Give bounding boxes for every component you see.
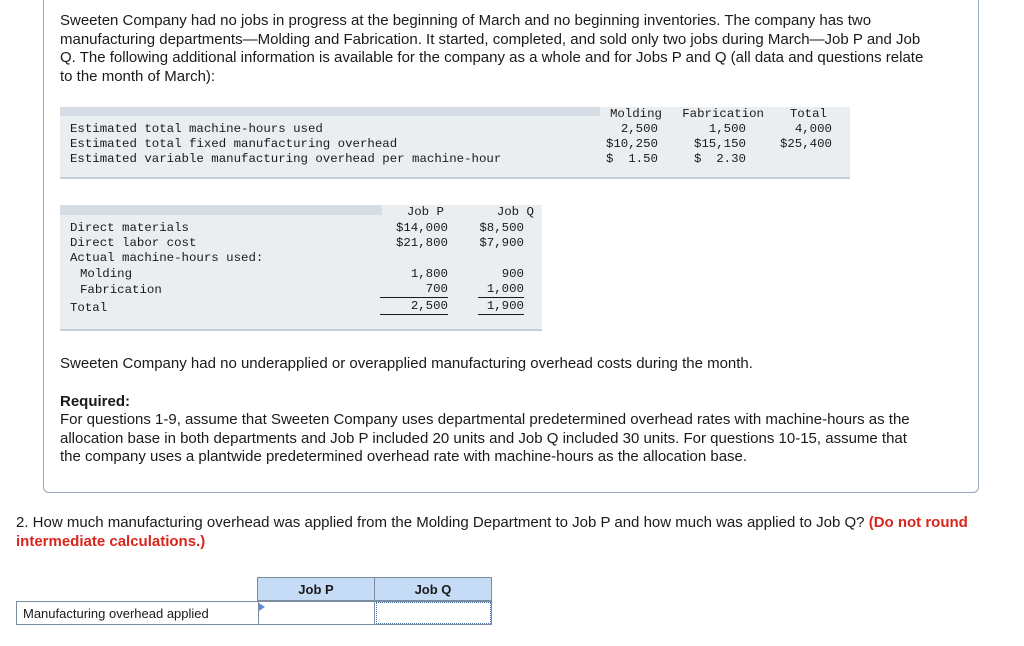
row-label-variable-overhead: Estimated variable manufacturing overhead per machine-hour	[70, 152, 502, 166]
molding-machine-hours: 2,500	[620, 122, 658, 136]
molding-variable-rate: $ 1.50	[605, 152, 658, 166]
col-header-total: Total	[789, 107, 827, 121]
answer-row-label: Manufacturing overhead applied	[23, 606, 209, 621]
question-hint: (Do not round intermediate calculations.)	[16, 514, 968, 550]
problem-intro: Sweeten Company had no jobs in progress at the beginning of March and no beginning inventories. The company has two manufacturing departments—Molding and Fabrication. It started, completed, and sold only two jobs during March—Job P and Job Q. The following additional information is available for the company as a whole and for Jobs P and Q (all data and questions relate to the month of March):	[60, 12, 924, 85]
job-p-total-hours: 2,500	[380, 299, 448, 315]
col-header-job-q: Job Q	[496, 205, 534, 219]
jobs-table	[60, 205, 542, 331]
fabrication-machine-hours: 1,500	[708, 122, 746, 136]
job-p-direct-labor: $21,800	[395, 236, 448, 250]
question-text: 2. How much manufacturing overhead was applied from the Molding Department to Job P and how much was applied to Job Q?	[16, 514, 865, 531]
no-variance-note: Sweeten Company had no underapplied or overapplied manufacturing overhead costs during the month.	[60, 355, 753, 372]
job-p-fabrication-hours: 700	[380, 282, 448, 298]
molding-fixed-overhead: $10,250	[605, 137, 658, 151]
col-header-fabrication: Fabrication	[682, 107, 764, 121]
row-label-actual-machine-hours: Actual machine-hours used:	[70, 251, 264, 265]
table-header-bar	[60, 107, 600, 116]
fabrication-variable-rate: $ 2.30	[693, 152, 746, 166]
fabrication-fixed-overhead: $15,150	[693, 137, 746, 151]
table-header-bar	[60, 205, 382, 215]
answer-table	[16, 577, 492, 625]
col-header-job-p: Job P	[406, 205, 444, 219]
job-q-direct-labor: $7,900	[479, 236, 524, 250]
job-q-overhead-input[interactable]	[376, 602, 491, 624]
row-label-fixed-overhead: Estimated total fixed manufacturing overhead	[70, 137, 398, 151]
col-header-molding: Molding	[609, 107, 662, 121]
answer-table-header	[257, 577, 492, 601]
row-label-total: Total	[70, 301, 108, 315]
question-prompt	[16, 514, 1006, 551]
job-p-direct-materials: $14,000	[395, 221, 448, 235]
job-q-direct-materials: $8,500	[479, 221, 524, 235]
job-q-molding-hours: 900	[501, 267, 524, 281]
row-label-direct-materials: Direct materials	[70, 221, 189, 235]
answer-row-overhead-applied	[16, 601, 492, 625]
required-instructions: For questions 1-9, assume that Sweeten Company uses departmental predetermined overhead rates with machine-hours as the allocation base in both departments and Job P included 20 units and Job Q included 30 units. For questions 10-15, assume that the company uses a plantwide predetermined overhead rate with machine-hours as the allocation base.	[60, 411, 910, 465]
job-p-molding-hours: 1,800	[410, 267, 448, 281]
row-label-machine-hours: Estimated total machine-hours used	[70, 122, 323, 136]
job-q-total-hours: 1,900	[478, 299, 524, 315]
cell-indicator-icon	[259, 603, 265, 611]
total-machine-hours: 4,000	[794, 122, 832, 136]
required-heading: Required:	[60, 393, 131, 410]
job-p-overhead-input[interactable]	[258, 602, 375, 624]
total-fixed-overhead: $25,400	[779, 137, 832, 151]
answer-col-header-job-q: Job Q	[414, 582, 452, 597]
row-label-direct-labor: Direct labor cost	[70, 236, 197, 250]
answer-col-header-job-p: Job P	[298, 582, 334, 597]
row-label-molding: Molding	[80, 267, 133, 281]
job-q-fabrication-hours: 1,000	[478, 282, 524, 298]
row-label-fabrication: Fabrication	[80, 283, 162, 297]
estimates-table	[60, 107, 850, 179]
